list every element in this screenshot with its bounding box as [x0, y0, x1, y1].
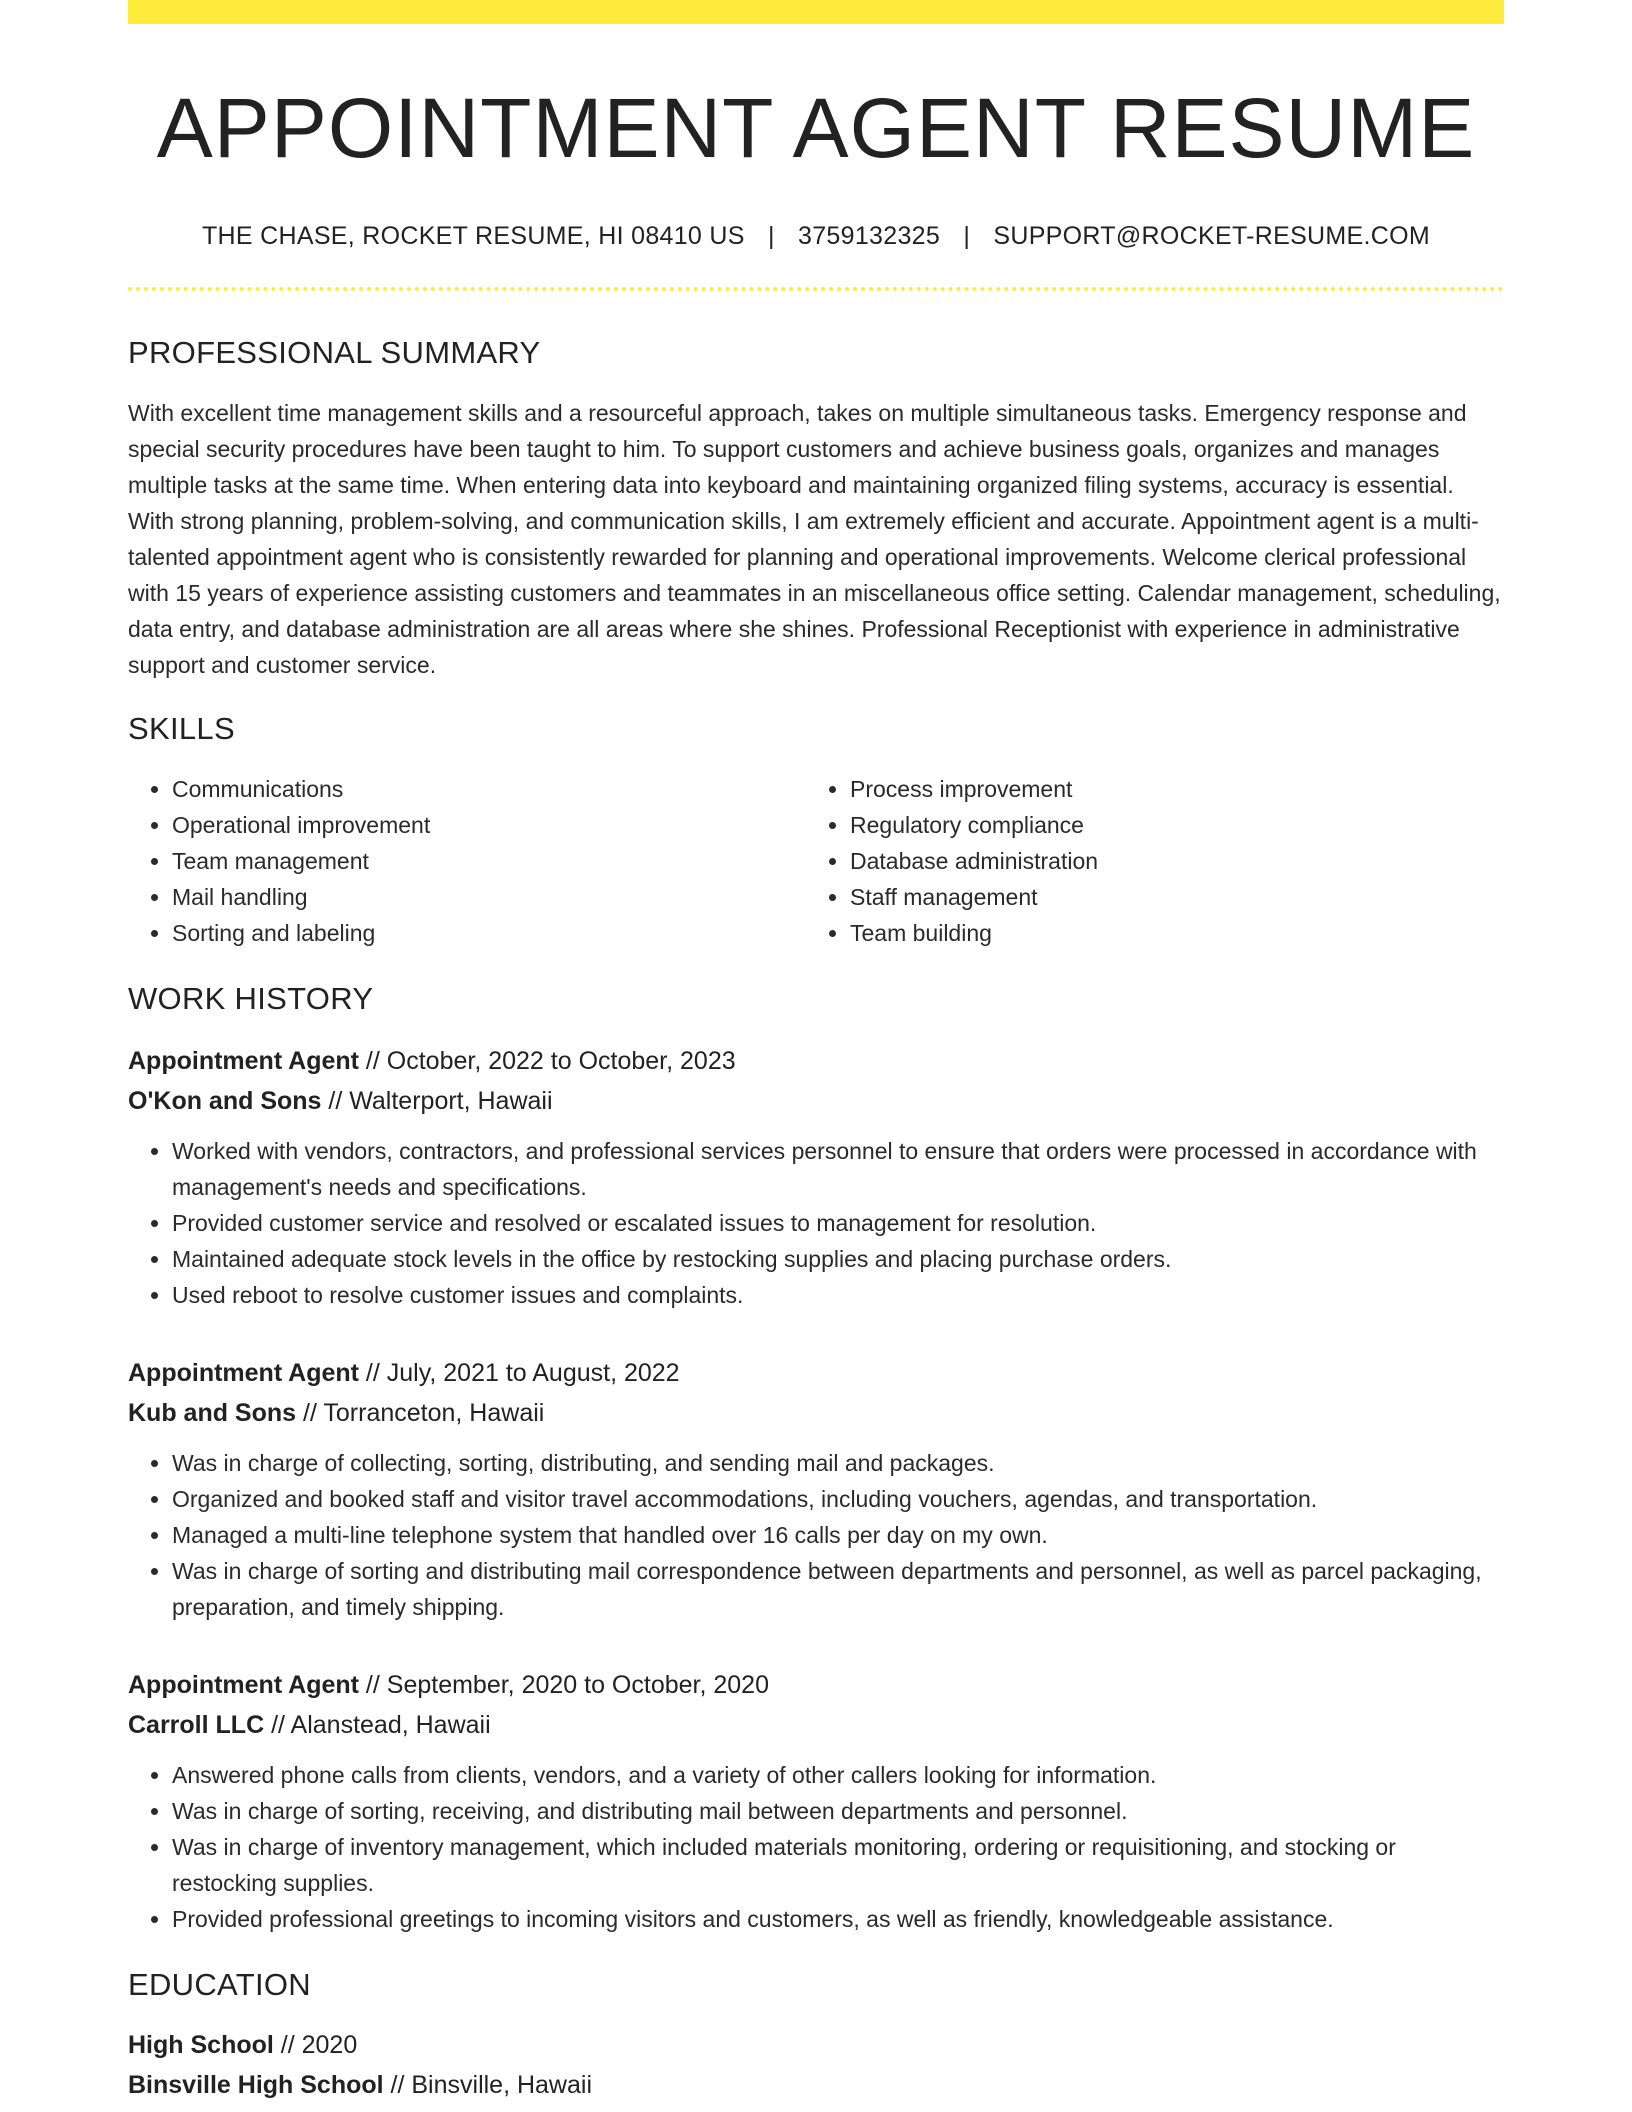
- job-bullet: • Used reboot to resolve customer issues and complaints.: [172, 1277, 1504, 1313]
- skill-item: • Staff management: [850, 879, 1484, 915]
- job-company: O'Kon and Sons: [128, 1087, 322, 1116]
- skill-item: • Mail handling: [172, 879, 806, 915]
- job-entry: [128, 1665, 1504, 1937]
- job-company: Kub and Sons: [128, 1399, 297, 1428]
- job-bullet: • Managed a multi-line telephone system that handled over 16 calls per day on my own.: [172, 1517, 1504, 1553]
- education-year: // 2020: [273, 2031, 358, 2060]
- contact-line: [128, 222, 1504, 251]
- job-bullet: • Worked with vendors, contractors, and professional services personnel to ensure that orders were processed in accordance with management's needs and specifications.: [172, 1133, 1504, 1205]
- job-bullet: • Provided professional greetings to incoming visitors and customers, as well as friendly, knowledgeable assistance.: [172, 1901, 1504, 1937]
- job-entry: [128, 1353, 1504, 1625]
- summary-heading: PROFESSIONAL SUMMARY: [128, 335, 541, 371]
- job-title-line: [128, 1353, 1504, 1393]
- job-location: // Alanstead, Hawaii: [264, 1711, 491, 1740]
- job-dates: // October, 2022 to October, 2023: [358, 1047, 736, 1076]
- job-location: // Walterport, Hawaii: [321, 1087, 553, 1116]
- resume-title: APPOINTMENT AGENT RESUME: [156, 81, 1476, 175]
- contact-separator: |: [963, 222, 971, 251]
- job-bullet: • Was in charge of sorting, receiving, and distributing mail between departments and personnel.: [172, 1793, 1504, 1829]
- job-bullets: [128, 1445, 1504, 1625]
- job-bullet: • Provided customer service and resolved or escalated issues to management for resolution.: [172, 1205, 1504, 1241]
- dotted-divider: [128, 287, 1504, 291]
- job-role: Appointment Agent: [128, 1671, 359, 1700]
- skill-item: • Operational improvement: [172, 807, 806, 843]
- job-bullet: • Was in charge of inventory management, which included materials monitoring, ordering or requisitioning, and stocking or restocking supplies.: [172, 1829, 1504, 1901]
- contact-email: SUPPORT@ROCKET-RESUME.COM: [993, 222, 1430, 251]
- job-entry: [128, 1041, 1504, 1313]
- education-degree: High School: [128, 2031, 274, 2060]
- job-bullet: • Organized and booked staff and visitor travel accommodations, including vouchers, agendas, and transportation.: [172, 1481, 1504, 1517]
- job-title-line: [128, 1665, 1504, 1705]
- job-company-line: [128, 1393, 1504, 1433]
- job-role: Appointment Agent: [128, 1359, 359, 1388]
- work-history-heading: WORK HISTORY: [128, 981, 374, 1017]
- skills-list: [128, 771, 1504, 951]
- job-bullet: • Answered phone calls from clients, vendors, and a variety of other callers looking for information.: [172, 1757, 1504, 1793]
- summary-text: With excellent time management skills and a resourceful approach, takes on multiple simultaneous tasks. Emergency response and special security procedures have been taught to him. To support customers and achieve business goals, organizes and manages multiple tasks at the same time. When entering data into keyboard and maintaining organized filing systems, accuracy is essential. With strong planning, problem-solving, and communication skills, I am extremely efficient and accurate. Appointment agent is a multi-talented appointment agent who is consistently rewarded for planning and operational improvements. Welcome clerical professional with 15 years of experience assisting customers and teammates in an miscellaneous office setting. Calendar management, scheduling, data entry, and database administration are all areas where she shines. Professional Receptionist with experience in administrative support and customer service.: [128, 400, 1501, 679]
- skills-column-right: [806, 771, 1484, 951]
- job-bullet: • Maintained adequate stock levels in the office by restocking supplies and placing purchase orders.: [172, 1241, 1504, 1277]
- job-title-line: [128, 1041, 1504, 1081]
- job-company: Carroll LLC: [128, 1711, 265, 1740]
- resume-page: [128, 0, 1504, 2105]
- skills-column-left: [128, 771, 806, 951]
- job-location: // Torranceton, Hawaii: [296, 1399, 545, 1428]
- education-entry: [128, 2025, 1504, 2105]
- skill-item: • Process improvement: [850, 771, 1484, 807]
- skill-item: • Communications: [172, 771, 806, 807]
- education-school-line: [128, 2065, 1504, 2105]
- contact-separator: |: [767, 222, 775, 251]
- skill-item: • Regulatory compliance: [850, 807, 1484, 843]
- skills-heading: SKILLS: [128, 711, 235, 747]
- education-location: // Binsville, Hawaii: [383, 2071, 592, 2100]
- skill-item: • Team building: [850, 915, 1484, 951]
- job-company-line: [128, 1081, 1504, 1121]
- job-bullets: [128, 1757, 1504, 1937]
- contact-phone: 3759132325: [798, 222, 941, 251]
- job-dates: // September, 2020 to October, 2020: [358, 1671, 769, 1700]
- contact-address: THE CHASE, ROCKET RESUME, HI 08410 US: [201, 222, 745, 251]
- education-heading: EDUCATION: [128, 1967, 311, 2003]
- job-role: Appointment Agent: [128, 1047, 359, 1076]
- education-school: Binsville High School: [128, 2071, 384, 2100]
- job-dates: // July, 2021 to August, 2022: [358, 1359, 680, 1388]
- skill-item: • Sorting and labeling: [172, 915, 806, 951]
- skill-item: • Database administration: [850, 843, 1484, 879]
- job-bullets: [128, 1133, 1504, 1313]
- job-bullet: • Was in charge of sorting and distributing mail correspondence between departments and personnel, as well as parcel packaging, preparation, and timely shipping.: [172, 1553, 1504, 1625]
- job-company-line: [128, 1705, 1504, 1745]
- skill-item: • Team management: [172, 843, 806, 879]
- education-degree-line: [128, 2025, 1504, 2065]
- accent-top-bar: [128, 0, 1504, 24]
- job-bullet: • Was in charge of collecting, sorting, distributing, and sending mail and packages.: [172, 1445, 1504, 1481]
